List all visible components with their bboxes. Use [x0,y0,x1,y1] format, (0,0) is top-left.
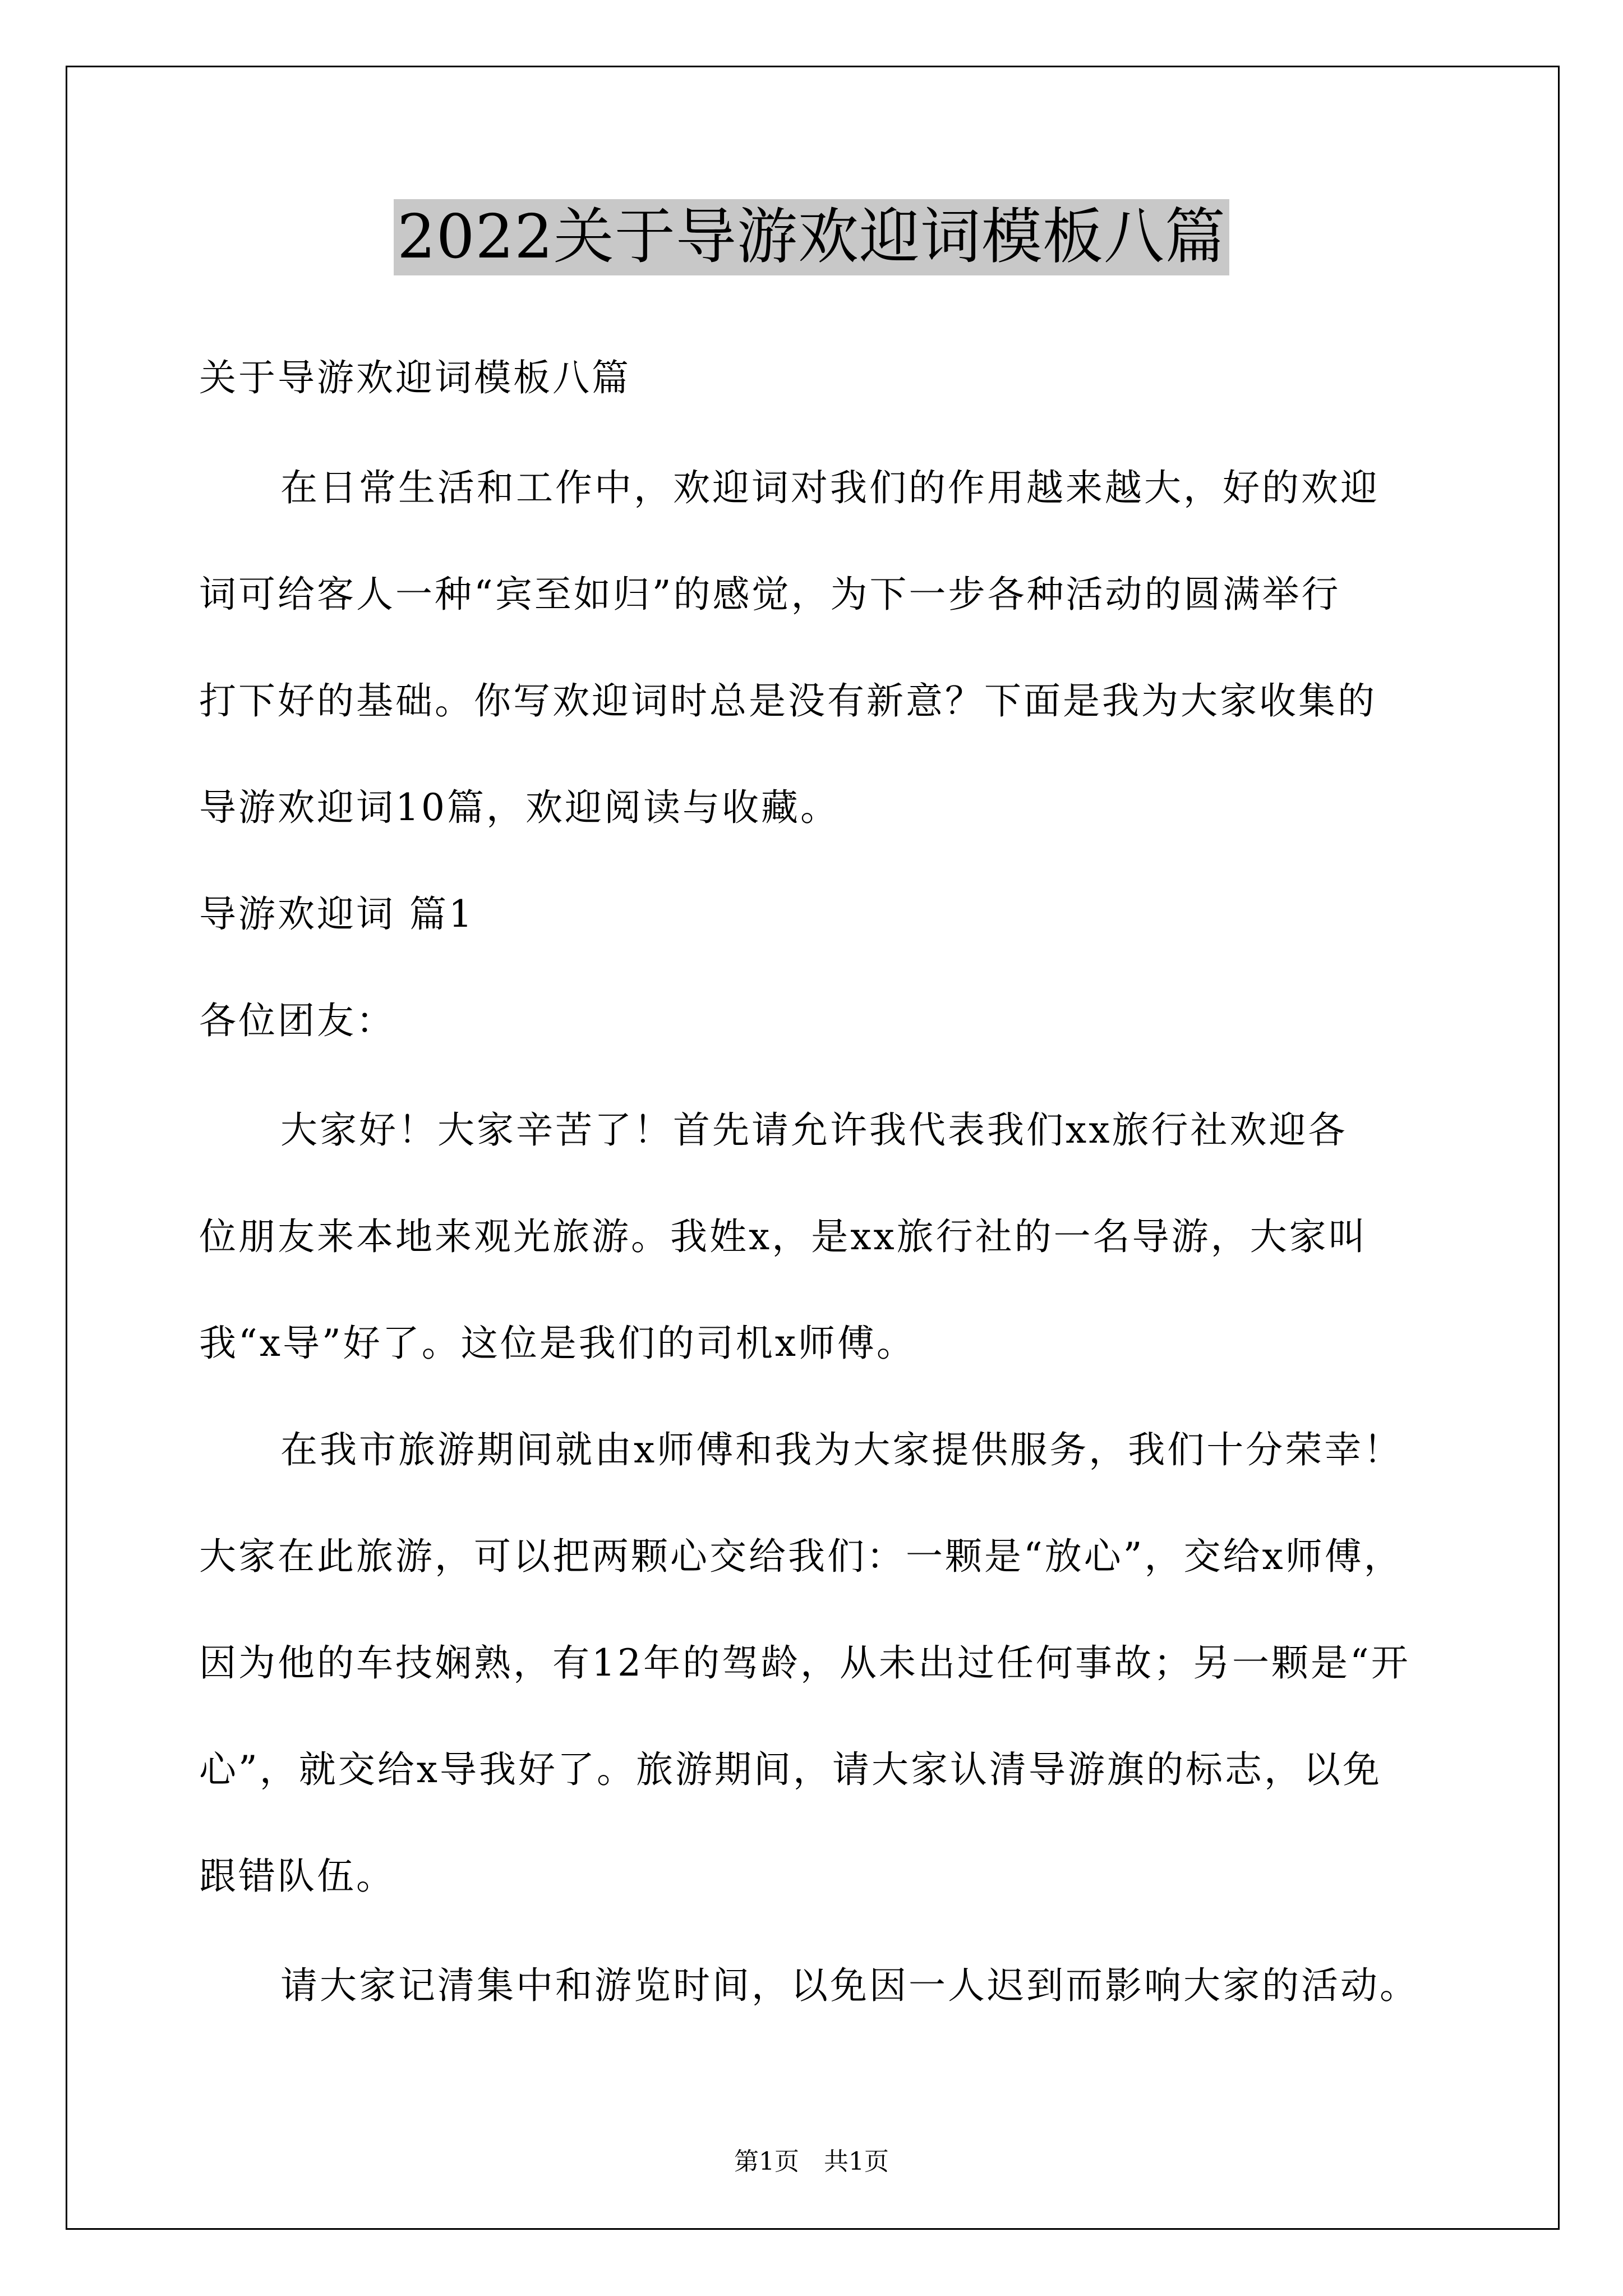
paragraph-line: 大家好！大家辛苦了！首先请允许我代表我们xx旅行社欢迎各 [280,1108,1348,1152]
paragraph-line: 大家在此旅游，可以把两颗心交给我们：一颗是“放心”，交给x师傅， [199,1535,1403,1578]
paragraph-line: 跟错队伍。 [199,1855,395,1898]
section-heading: 导游欢迎词 篇1 [199,892,474,936]
paragraph-line: 我“x导”好了。这位是我们的司机x师傅。 [199,1322,916,1365]
paragraph-line: 在日常生活和工作中，欢迎词对我们的作用越来越大，好的欢迎 [280,466,1380,509]
paragraph-line: 心”，就交给x导我好了。旅游期间，请大家认清导游旗的标志，以免 [199,1748,1382,1791]
paragraph-line: 位朋友来本地来观光旅游。我姓x，是xx旅行社的一名导游，大家叫 [199,1215,1368,1258]
paragraph-line: 导游欢迎词10篇，欢迎阅读与收藏。 [199,786,840,829]
document-title: 2022关于导游欢迎词模板八篇 [394,199,1229,275]
paragraph-line: 打下好的基础。你写欢迎词时总是没有新意？下面是我为大家收集的 [199,679,1377,723]
subtitle-line: 关于导游欢迎词模板八篇 [199,356,631,399]
paragraph-line: 因为他的车技娴熟，有12年的驾龄，从未出过任何事故；另一颗是“开 [199,1641,1410,1685]
page-footer: 第1页 共1页 [734,2147,889,2176]
salutation-line: 各位团友： [199,999,395,1042]
paragraph-line: 在我市旅游期间就由x师傅和我为大家提供服务，我们十分荣幸！ [280,1428,1403,1471]
title-container [0,199,1623,275]
paragraph-line: 请大家记清集中和游览时间，以免因一人迟到而影响大家的活动。 [280,1964,1419,2007]
paragraph-line: 词可给客人一种“宾至如归”的感觉，为下一步各种活动的圆满举行 [199,573,1341,616]
